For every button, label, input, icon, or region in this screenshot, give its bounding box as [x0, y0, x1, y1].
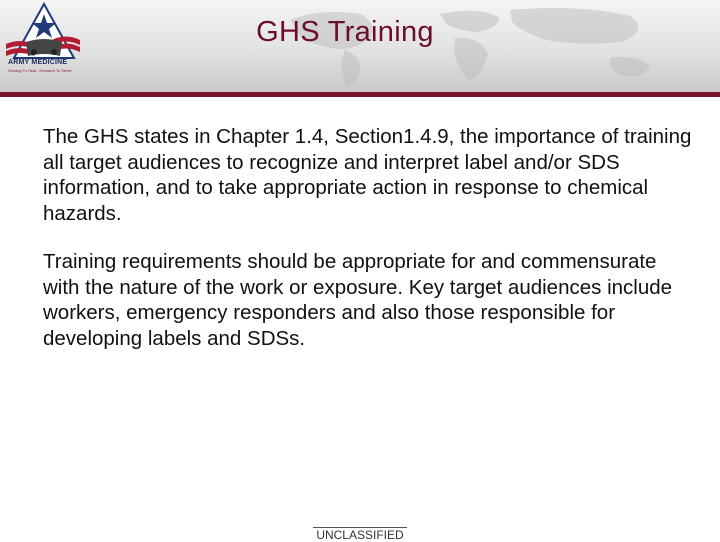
slide-title: GHS Training	[256, 16, 434, 48]
slide-header	[0, 0, 720, 92]
paragraph-2: Training requirements should be appropriate for and commensurate with the nature of the work or exposure. Key target audiences include workers, emergency responders and also those responsible for developing labels and SDSs.	[43, 250, 673, 350]
paragraph-1: The GHS states in Chapter 1.4, Section1.4.9, the importance of training all target audiences to recognize and interpret label and/or SDS information, and to take appropriate action in response to chemical hazards.	[43, 125, 692, 225]
logo-name: ARMY MEDICINE	[8, 59, 68, 66]
logo-tagline: Serving To Heal...Honored To Serve	[8, 68, 72, 73]
classification-label: UNCLASSIFIED	[313, 527, 406, 542]
slide-body	[43, 124, 693, 374]
header-divider	[0, 92, 720, 97]
